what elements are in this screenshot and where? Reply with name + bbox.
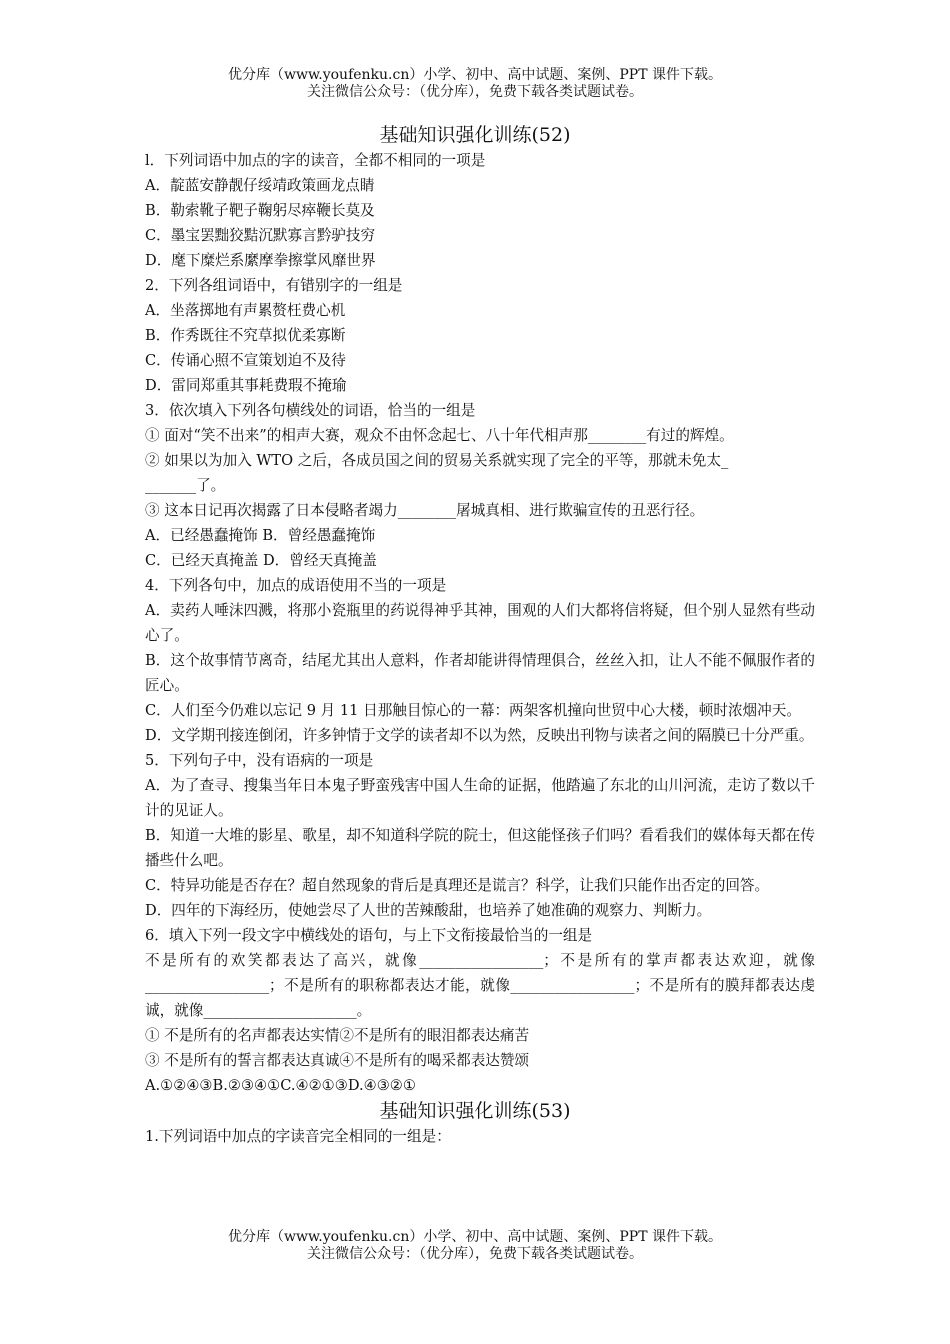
question-4-option-a: A．卖药人唾沫四溅，将那小瓷瓶里的药说得神乎其神，围观的人们大都将信将疑，但个别人显然有些动心了。 bbox=[145, 602, 815, 644]
question-3-options-cd: C．已经天真掩盖 D．曾经天真掩盖 bbox=[145, 552, 377, 569]
question-3-options-ab: A．已经愚蠢掩饰 B．曾经愚蠢掩饰 bbox=[145, 527, 376, 544]
section-52-title: 基础知识强化训练(52) bbox=[379, 124, 571, 146]
question-5-option-d: D．四年的下海经历，使她尝尽了人世的苦辣酸甜，也培养了她准确的观察力、判断力。 bbox=[145, 902, 712, 919]
question-4-stem: 4．下列各句中，加点的成语使用不当的一项是 bbox=[145, 577, 447, 594]
question-1-option-b: B．勒索靴子靶子鞠躬尽瘁鞭长莫及 bbox=[145, 202, 375, 219]
question-2-option-d: D．雷同郑重其事耗费瑕不掩瑜 bbox=[145, 377, 347, 394]
question-5-stem: 5．下列句子中，没有语病的一项是 bbox=[145, 752, 374, 769]
header-line-1: 优分库（www.youfenku.cn）小学、初中、高中试题、案例、PPT 课件下载。 bbox=[227, 67, 722, 83]
question-1-stem: l．下列词语中加点的字的读音，全都不相同的一项是 bbox=[145, 152, 486, 169]
question-5-option-c: C．特异功能是否存在？超自然现象的背后是真理还是谎言？科学，让我们只能作出否定的回答。 bbox=[145, 877, 770, 894]
question-5-option-a: A．为了查寻、搜集当年日本鬼子野蛮残害中国人生命的证据，他踏遍了东北的山川河流，走访了数以千计的见证人。 bbox=[145, 777, 815, 819]
page-header bbox=[0, 67, 950, 101]
question-2-stem: 2．下列各组词语中，有错别字的一组是 bbox=[145, 277, 403, 294]
question-4-option-d: D．文学期刊接连倒闭，许多钟情于文学的读者却不以为然，反映出刊物与读者之间的隔膜已十分严重。 bbox=[145, 727, 814, 744]
question-2-option-c: C．传诵心照不宣策划迫不及待 bbox=[145, 352, 346, 369]
document-body bbox=[145, 122, 815, 1149]
question-6-options-1: ① 不是所有的名声都表达实情②不是所有的眼泪都表达痛苦 bbox=[145, 1027, 530, 1044]
question-6-answers: A.①②④③B.②③④①C.④②①③D.④③②① bbox=[145, 1077, 416, 1094]
section-53-title: 基础知识强化训练(53) bbox=[379, 1100, 571, 1122]
question-4-option-b: B．这个故事情节离奇，结尾尤其出人意料，作者却能讲得情理俱合，丝丝入扣，让人不能不佩服作者的匠心。 bbox=[145, 652, 815, 694]
question-1-option-a: A．靛蓝安静靓仔绥靖政策画龙点睛 bbox=[145, 177, 375, 194]
question-1-option-d: D．麾下糜烂系縻摩拳擦掌风靡世界 bbox=[145, 252, 376, 269]
header-line-2: 关注微信公众号：（优分库），免费下载各类试题试卷。 bbox=[307, 84, 643, 100]
page-footer bbox=[0, 1229, 950, 1263]
question-2-option-a: A．坐落掷地有声累赘枉费心机 bbox=[145, 302, 346, 319]
footer-line-1: 优分库（www.youfenku.cn）小学、初中、高中试题、案例、PPT 课件下载。 bbox=[227, 1229, 722, 1245]
question-3-sentence-1: ① 面对“笑不出来”的相声大赛，观众不由怀念起七、八十年代相声那________有过的辉煌。 bbox=[145, 427, 734, 444]
question-5-option-b: B．知道一大堆的影星、歌星，却不知道科学院的院士，但这能怪孩子们吗？看看我们的媒体每天都在传播些什么吧。 bbox=[145, 827, 815, 869]
question-3-sentence-2: ② 如果以为加入 WTO 之后，各成员国之间的贸易关系就实现了完全的平等，那就未免太_ bbox=[145, 452, 729, 469]
question-2-option-b: B．作秀既往不究草拟优柔寡断 bbox=[145, 327, 346, 344]
footer-line-2: 关注微信公众号：（优分库），免费下载各类试题试卷。 bbox=[307, 1246, 643, 1262]
question-1-option-c: C．墨宝罢黜狡黠沉默寡言黔驴技穷 bbox=[145, 227, 376, 244]
question-6-options-2: ③ 不是所有的誓言都表达真诚④不是所有的喝采都表达赞颂 bbox=[145, 1052, 530, 1069]
question-3-sentence-3: ③ 这本日记再次揭露了日本侵略者竭力________屠城真相、进行欺骗宣传的丑恶行径。 bbox=[145, 502, 705, 519]
question-4-option-c: C．人们至今仍难以忘记 9 月 11 日那触目惊心的一幕：两架客机撞向世贸中心大楼，顿时浓烟冲天。 bbox=[145, 702, 801, 719]
question-3-sentence-2-cont: _______了。 bbox=[145, 477, 226, 494]
question-6-stem: 6．填入下列一段文字中横线处的语句，与上下文衔接最恰当的一组是 bbox=[145, 927, 593, 944]
question-6-passage: 不是所有的欢笑都表达了高兴，就像_________________；不是所有的掌声都表达欢迎，就像_________________；不是所有的职称都表达才能，就像_________________；不是所有的膜拜都表达虔诚，就像_____________________。 bbox=[145, 952, 815, 1019]
question-3-stem: 3．依次填入下列各句横线处的词语，恰当的一组是 bbox=[145, 402, 476, 419]
section-53-question-1: 1.下列词语中加点的字读音完全相同的一组是： bbox=[145, 1128, 451, 1145]
